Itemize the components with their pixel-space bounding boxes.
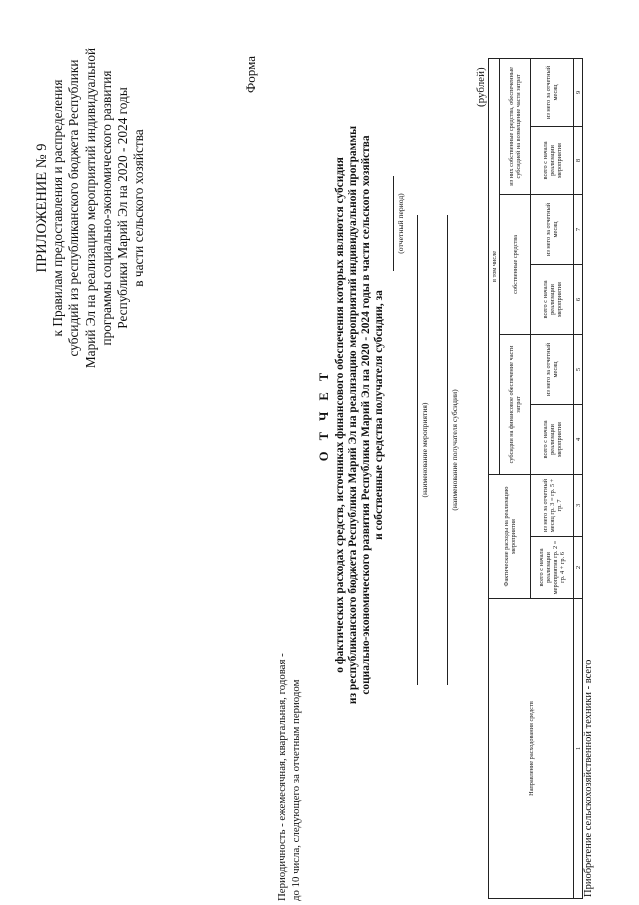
column-number: 6	[574, 264, 583, 334]
period-caption: (отчетный период)	[396, 193, 405, 254]
header-own-subsidized-total: всего с начала реализации мероприятия	[531, 126, 574, 194]
recipient-caption: (наименование получателя субсидии)	[450, 389, 459, 511]
periodicity-line: до 10 числа, следующего за отчетным периодом	[289, 679, 302, 901]
appendix-line: субсидий из республиканского бюджета Республики	[66, 59, 82, 357]
expenses-table	[488, 58, 583, 899]
header-actual-expenses: Фактические расходы на реализацию мероприятия	[489, 474, 531, 598]
header-actual-month: из него за отчетный месяц гр. 3 = гр. 5 + гр. 7	[531, 474, 574, 536]
recipient-fill-line[interactable]	[447, 215, 448, 685]
header-direction: Направление расходования средств	[489, 599, 574, 899]
event-fill-line[interactable]	[417, 215, 418, 685]
appendix-line: в части сельского хозяйства	[131, 129, 147, 287]
appendix-number: ПРИЛОЖЕНИЕ № 9	[34, 143, 50, 273]
periodicity-line: Периодичность - ежемесячная, квартальная, годовая -	[276, 653, 288, 901]
header-own-funds: собственные средства	[500, 194, 531, 334]
appendix-line: к Правилам предоставления и распределения	[50, 79, 66, 337]
header-own-total: всего с начала реализации мероприятия	[531, 264, 574, 334]
report-heading: О Т Ч Е Т	[317, 368, 331, 462]
column-number: 7	[574, 194, 583, 264]
report-line: из республиканского бюджета Республики Марий Эл на реализацию мероприятий индивидуальной программы	[347, 125, 359, 705]
column-number: 3	[574, 474, 583, 536]
column-number: 5	[574, 334, 583, 404]
header-own-subsidized-month: из него за отчетный месяц	[531, 58, 574, 126]
header-subsidy-month: из него за отчетный месяц	[531, 334, 574, 404]
header-own-subsidized: из них собственные средства, обеспеченные субсидией на возмещение части затрат	[500, 58, 531, 194]
report-title	[318, 75, 386, 755]
report-line-period: и собственные средства получателя субсидии, за	[373, 290, 385, 540]
periodicity-note	[276, 653, 303, 901]
header-actual-total: всего с начала реализации мероприятия гр. 2 = гр. 4 + гр. 6	[531, 537, 574, 599]
appendix-line: Марий Эл на реализацию мероприятий индивидуальной	[82, 47, 98, 369]
column-number: 1	[574, 599, 583, 899]
currency-note: (рублей)	[475, 67, 487, 107]
appendix-header	[34, 43, 147, 373]
column-number: 2	[574, 537, 583, 599]
form-label: Форма	[243, 56, 258, 93]
table-row-label: Приобретение сельскохозяйственной техники - всего	[583, 659, 594, 897]
header-subsidy-total: всего с начала реализации мероприятия	[531, 404, 574, 474]
report-line: социально-экономического развития Республики Марий Эл на 2020 - 2024 годы в части сельского хозяйства	[360, 135, 372, 695]
header-subsidy: субсидии на финансовое обеспечение части затрат	[500, 334, 531, 474]
column-number: 4	[574, 404, 583, 474]
column-number: 9	[574, 58, 583, 126]
column-number: 8	[574, 126, 583, 194]
header-including: в том числе	[489, 58, 500, 474]
header-own-month: из него за отчетный месяц	[531, 194, 574, 264]
appendix-line: Республики Марий Эл на 2020 - 2024 годы	[115, 87, 131, 329]
report-line: о фактических расходах средств, источниках финансового обеспечения которых являются субсидия	[334, 157, 346, 673]
event-caption: (наименование мероприятия)	[420, 402, 429, 498]
period-fill-line[interactable]	[393, 176, 394, 271]
appendix-line: программы социально-экономического развития	[98, 70, 114, 346]
